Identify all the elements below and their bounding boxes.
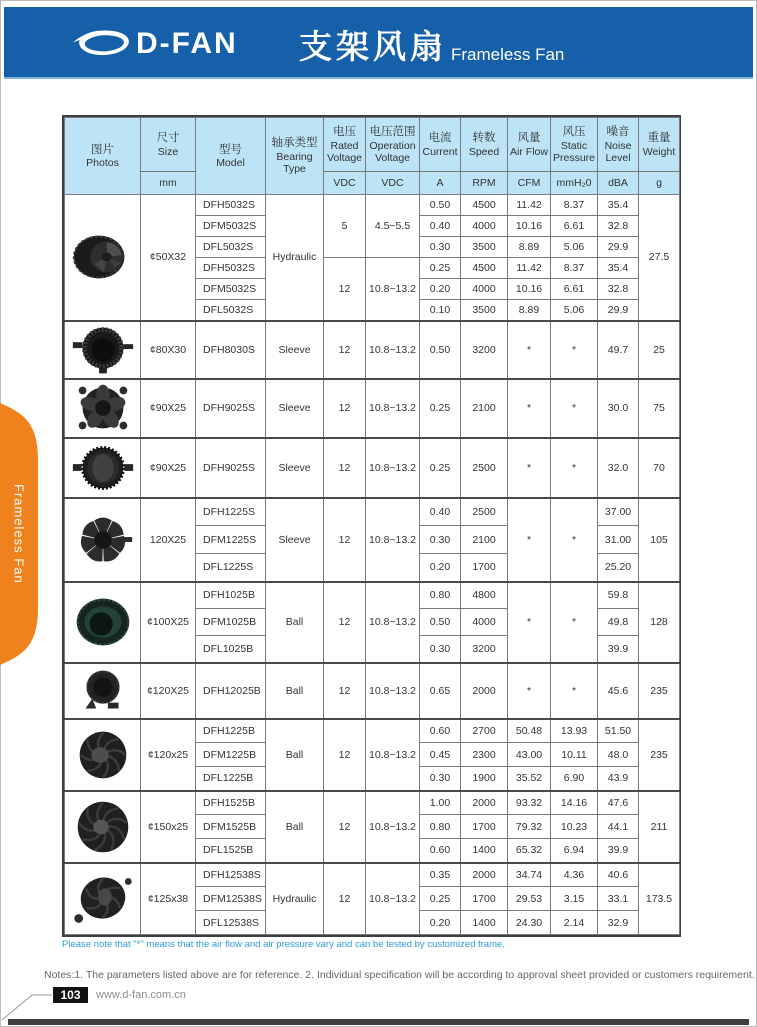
pressure-cell: 10.23	[551, 815, 598, 839]
airflow-cell: *	[508, 438, 551, 498]
noise-cell: 37.00	[598, 498, 639, 526]
noise-cell: 49.8	[598, 609, 639, 636]
col-label-cn: 噪音	[606, 125, 630, 138]
weight-cell: 235	[639, 719, 680, 791]
range-cell: 10.8~13.2	[366, 438, 420, 498]
speed-cell: 1400	[461, 839, 508, 863]
weight-cell: 173.5	[639, 863, 680, 935]
speed-cell: 2700	[461, 719, 508, 743]
airflow-cell: 10.16	[508, 216, 551, 237]
col-header-rated-voltage	[324, 118, 366, 172]
noise-cell: 35.4	[598, 258, 639, 279]
weight-cell: 25	[639, 321, 680, 379]
speed-cell: 1400	[461, 911, 508, 935]
noise-cell: 29.9	[598, 300, 639, 321]
size-cell: ¢50X32	[141, 195, 196, 321]
noise-cell: 39.9	[598, 636, 639, 663]
model-cell: DFH1225B	[196, 719, 266, 743]
model-cell: DFH5032S	[196, 258, 266, 279]
voltage-cell: 12	[324, 719, 366, 791]
col-label-cn: 电压	[333, 125, 356, 138]
airflow-cell: 11.42	[508, 258, 551, 279]
col-unit-air-flow: CFM	[508, 172, 551, 195]
weight-cell: 211	[639, 791, 680, 863]
current-cell: 0.60	[420, 839, 461, 863]
model-cell: DFH9025S	[196, 379, 266, 438]
bearing-cell: Ball	[266, 719, 324, 791]
pressure-cell: *	[551, 379, 598, 438]
col-label-cn: 图片	[91, 143, 114, 156]
pressure-cell: 3.15	[551, 887, 598, 911]
col-header-bearing-type	[266, 118, 324, 195]
current-cell: 0.25	[420, 887, 461, 911]
pressure-cell: *	[551, 498, 598, 582]
speed-cell: 2500	[461, 498, 508, 526]
speed-cell: 2300	[461, 743, 508, 767]
model-cell: DFL1525B	[196, 839, 266, 863]
range-cell: 10.8~13.2	[366, 719, 420, 791]
size-cell: ¢80X30	[141, 321, 196, 379]
speed-cell: 3200	[461, 636, 508, 663]
model-cell: DFM1025B	[196, 609, 266, 636]
col-header-air-flow	[508, 118, 551, 172]
size-cell: ¢90X25	[141, 438, 196, 498]
voltage-cell: 12	[324, 582, 366, 663]
speed-cell: 4800	[461, 582, 508, 609]
current-cell: 0.80	[420, 815, 461, 839]
voltage-cell: 5	[324, 195, 366, 258]
spec-table	[64, 117, 680, 935]
voltage-cell: 12	[324, 379, 366, 438]
bottom-bar	[8, 1019, 749, 1025]
photo-cell	[65, 719, 141, 791]
noise-cell: 35.4	[598, 195, 639, 216]
top-banner	[4, 7, 753, 79]
model-cell: DFH1025B	[196, 582, 266, 609]
noise-cell: 30.0	[598, 379, 639, 438]
col-header-size	[141, 118, 196, 172]
size-cell: ¢90X25	[141, 379, 196, 438]
col-label-cn: 风量	[517, 132, 541, 144]
pressure-cell: *	[551, 663, 598, 719]
speed-cell: 1700	[461, 815, 508, 839]
photo-cell	[65, 438, 141, 498]
current-cell: 0.60	[420, 719, 461, 743]
size-cell: ¢120X25	[141, 663, 196, 719]
current-cell: 0.20	[420, 554, 461, 582]
dfan-swoosh-icon	[72, 23, 134, 65]
airflow-cell: 34.74	[508, 863, 551, 887]
speed-cell: 4000	[461, 279, 508, 300]
col-header-photos	[65, 118, 141, 195]
pressure-cell: 13.93	[551, 719, 598, 743]
noise-cell: 29.9	[598, 237, 639, 258]
col-label-en: Weight	[642, 145, 676, 158]
fan-photo-dome	[68, 595, 138, 649]
model-cell: DFL1225B	[196, 767, 266, 791]
speed-cell: 4000	[461, 216, 508, 237]
model-cell: DFL12538S	[196, 911, 266, 935]
airflow-cell: *	[508, 379, 551, 438]
col-label-cn: 型号	[219, 143, 242, 156]
note-reference: Notes:1. The parameters listed above are for reference. 2. Individual specification will be according to approval sheet provided or customers requirement.	[44, 969, 755, 981]
col-unit-operation-voltage: VDC	[366, 172, 420, 195]
col-header-operation-voltage	[366, 118, 420, 172]
weight-cell: 27.5	[639, 195, 680, 321]
col-label-cn: 电流	[428, 132, 452, 144]
model-cell: DFL5032S	[196, 300, 266, 321]
col-header-speed	[461, 118, 508, 172]
weight-cell: 235	[639, 663, 680, 719]
col-header-noise-level	[598, 118, 639, 172]
model-cell: DFL1225S	[196, 554, 266, 582]
airflow-cell: 65.32	[508, 839, 551, 863]
weight-cell: 75	[639, 379, 680, 438]
weight-cell: 70	[639, 438, 680, 498]
fan-photo-star-7blade	[68, 513, 138, 567]
range-cell: 10.8~13.2	[366, 258, 420, 321]
photo-cell	[65, 321, 141, 379]
col-unit-weight: g	[639, 172, 680, 195]
pressure-cell: 6.94	[551, 839, 598, 863]
col-header-static-pressure	[551, 118, 598, 172]
fan-photo-axial-ears	[68, 381, 138, 435]
photo-cell	[65, 379, 141, 438]
col-label-en: Noise Level	[604, 139, 632, 164]
noise-cell: 49.7	[598, 321, 639, 379]
model-cell: DFH9025S	[196, 438, 266, 498]
model-cell: DFL5032S	[196, 237, 266, 258]
airflow-cell: 93.32	[508, 791, 551, 815]
speed-cell: 1700	[461, 887, 508, 911]
size-cell: ¢125x38	[141, 863, 196, 935]
voltage-cell: 12	[324, 321, 366, 379]
range-cell: 10.8~13.2	[366, 663, 420, 719]
col-label-en: Speed	[468, 145, 500, 158]
current-cell: 0.50	[420, 321, 461, 379]
col-unit-speed: RPM	[461, 172, 508, 195]
noise-cell: 33.1	[598, 887, 639, 911]
noise-cell: 32.8	[598, 279, 639, 300]
model-cell: DFH8030S	[196, 321, 266, 379]
speed-cell: 3500	[461, 300, 508, 321]
col-label-cn: 尺寸	[156, 132, 180, 144]
range-cell: 10.8~13.2	[366, 321, 420, 379]
model-cell: DFH12538S	[196, 863, 266, 887]
spec-table-wrapper	[62, 115, 681, 937]
current-cell: 1.00	[420, 791, 461, 815]
current-cell: 0.30	[420, 636, 461, 663]
noise-cell: 32.8	[598, 216, 639, 237]
model-cell: DFM12538S	[196, 887, 266, 911]
airflow-cell: *	[508, 498, 551, 582]
airflow-cell: 8.89	[508, 237, 551, 258]
bearing-cell: Hydraulic	[266, 195, 324, 321]
speed-cell: 2000	[461, 663, 508, 719]
model-cell: DFL1025B	[196, 636, 266, 663]
voltage-cell: 12	[324, 863, 366, 935]
bearing-cell: Ball	[266, 663, 324, 719]
bearing-cell: Hydraulic	[266, 863, 324, 935]
noise-cell: 25.20	[598, 554, 639, 582]
model-cell: DFM5032S	[196, 216, 266, 237]
col-label-en: Current	[422, 145, 458, 158]
voltage-cell: 12	[324, 791, 366, 863]
pressure-cell: 5.06	[551, 237, 598, 258]
weight-cell: 128	[639, 582, 680, 663]
size-cell: ¢150x25	[141, 791, 196, 863]
noise-cell: 45.6	[598, 663, 639, 719]
pressure-cell: 2.14	[551, 911, 598, 935]
speed-cell: 2100	[461, 379, 508, 438]
current-cell: 0.50	[420, 609, 461, 636]
current-cell: 0.25	[420, 379, 461, 438]
col-unit-current: A	[420, 172, 461, 195]
col-header-weight	[639, 118, 680, 172]
page-title-en: Frameless Fan	[451, 45, 565, 64]
fan-photo-blower-round	[68, 323, 138, 377]
airflow-cell: 29.53	[508, 887, 551, 911]
pressure-cell: 10.11	[551, 743, 598, 767]
fan-photo-impeller-swirl	[68, 728, 138, 782]
model-cell: DFH5032S	[196, 195, 266, 216]
pressure-cell: *	[551, 438, 598, 498]
pressure-cell: 5.06	[551, 300, 598, 321]
noise-cell: 32.9	[598, 911, 639, 935]
noise-cell: 59.8	[598, 582, 639, 609]
noise-cell: 43.9	[598, 767, 639, 791]
model-cell: DFM1225B	[196, 743, 266, 767]
col-label-en: Size	[157, 145, 179, 158]
col-label-cn: 电压范围	[369, 125, 416, 138]
size-cell: ¢100X25	[141, 582, 196, 663]
current-cell: 0.20	[420, 279, 461, 300]
bearing-cell: Sleeve	[266, 498, 324, 582]
speed-cell: 3200	[461, 321, 508, 379]
airflow-cell: 24.30	[508, 911, 551, 935]
col-label-cn: 转数	[472, 132, 496, 144]
brand-logo	[72, 23, 238, 65]
speed-cell: 2000	[461, 791, 508, 815]
speed-cell: 4000	[461, 609, 508, 636]
size-cell: 120X25	[141, 498, 196, 582]
fan-photo-impeller-cup	[68, 230, 138, 284]
model-cell: DFH12025B	[196, 663, 266, 719]
fan-photo-impeller-angled	[68, 872, 138, 926]
range-cell: 10.8~13.2	[366, 379, 420, 438]
current-cell: 0.65	[420, 663, 461, 719]
weight-cell: 105	[639, 498, 680, 582]
model-cell: DFM1525B	[196, 815, 266, 839]
airflow-cell: 43.00	[508, 743, 551, 767]
current-cell: 0.80	[420, 582, 461, 609]
col-label-cn: 风压	[562, 125, 586, 138]
speed-cell: 4500	[461, 195, 508, 216]
photo-cell	[65, 663, 141, 719]
airflow-cell: *	[508, 321, 551, 379]
speed-cell: 2100	[461, 526, 508, 554]
col-unit-size: mm	[141, 172, 196, 195]
current-cell: 0.20	[420, 911, 461, 935]
noise-cell: 51.50	[598, 719, 639, 743]
airflow-cell: 79.32	[508, 815, 551, 839]
airflow-cell: *	[508, 582, 551, 663]
fan-photo-serrated-round	[68, 441, 138, 495]
col-label-en: Air Flow	[510, 145, 548, 158]
range-cell: 10.8~13.2	[366, 863, 420, 935]
noise-cell: 39.9	[598, 839, 639, 863]
range-cell: 10.8~13.2	[366, 582, 420, 663]
side-tab-frameless-fan	[0, 403, 38, 665]
pressure-cell: 4.36	[551, 863, 598, 887]
col-label-cn: 重量	[647, 132, 671, 144]
page-number: 103	[53, 987, 88, 1003]
current-cell: 0.35	[420, 863, 461, 887]
col-unit-static-pressure: mmH₂0	[551, 172, 598, 195]
fan-photo-impeller-swirl-lg	[68, 800, 138, 854]
website-text: www.d-fan.com.cn	[96, 989, 186, 1001]
photo-cell	[65, 498, 141, 582]
photo-cell	[65, 863, 141, 935]
pressure-cell: 8.37	[551, 195, 598, 216]
size-cell: ¢120x25	[141, 719, 196, 791]
current-cell: 0.50	[420, 195, 461, 216]
pressure-cell: 14.16	[551, 791, 598, 815]
current-cell: 0.40	[420, 498, 461, 526]
model-cell: DFM1225S	[196, 526, 266, 554]
noise-cell: 31.00	[598, 526, 639, 554]
voltage-cell: 12	[324, 663, 366, 719]
note-asterisk: Please note that "*" means that the air flow and air pressure vary and can be tested by customized frame.	[62, 939, 505, 950]
model-cell: DFM5032S	[196, 279, 266, 300]
airflow-cell: 8.89	[508, 300, 551, 321]
speed-cell: 2500	[461, 438, 508, 498]
pressure-cell: 8.37	[551, 258, 598, 279]
noise-cell: 32.0	[598, 438, 639, 498]
voltage-cell: 12	[324, 438, 366, 498]
col-label-cn: 轴承类型	[271, 137, 318, 150]
pressure-cell: *	[551, 321, 598, 379]
bearing-cell: Sleeve	[266, 438, 324, 498]
noise-cell: 44.1	[598, 815, 639, 839]
range-cell: 10.8~13.2	[366, 498, 420, 582]
speed-cell: 1700	[461, 554, 508, 582]
col-label-en: Model	[216, 157, 245, 170]
page-title-cn: 支架风扇	[299, 28, 447, 65]
airflow-cell: 10.16	[508, 279, 551, 300]
airflow-cell: 50.48	[508, 719, 551, 743]
col-header-current	[420, 118, 461, 172]
pressure-cell: 6.90	[551, 767, 598, 791]
current-cell: 0.30	[420, 767, 461, 791]
model-cell: DFH1525B	[196, 791, 266, 815]
brand-name: D-FAN	[136, 27, 238, 60]
photo-cell	[65, 582, 141, 663]
speed-cell: 4500	[461, 258, 508, 279]
range-cell: 4.5~5.5	[366, 195, 420, 258]
bearing-cell: Ball	[266, 582, 324, 663]
pressure-cell: 6.61	[551, 216, 598, 237]
pressure-cell: 6.61	[551, 279, 598, 300]
current-cell: 0.45	[420, 743, 461, 767]
pressure-cell: *	[551, 582, 598, 663]
bearing-cell: Sleeve	[266, 321, 324, 379]
col-header-model	[196, 118, 266, 195]
voltage-cell: 12	[324, 498, 366, 582]
noise-cell: 40.6	[598, 863, 639, 887]
range-cell: 10.8~13.2	[366, 791, 420, 863]
current-cell: 0.25	[420, 438, 461, 498]
airflow-cell: 11.42	[508, 195, 551, 216]
current-cell: 0.30	[420, 237, 461, 258]
speed-cell: 1900	[461, 767, 508, 791]
current-cell: 0.10	[420, 300, 461, 321]
voltage-cell: 12	[324, 258, 366, 321]
photo-cell	[65, 791, 141, 863]
airflow-cell: 35.52	[508, 767, 551, 791]
col-label-en: Static Pressure	[552, 139, 595, 164]
col-label-en: Bearing Type	[276, 151, 313, 176]
col-unit-rated-voltage: VDC	[324, 172, 366, 195]
fan-photo-round-small	[68, 664, 138, 718]
bearing-cell: Ball	[266, 791, 324, 863]
model-cell: DFH1225S	[196, 498, 266, 526]
col-label-en: Rated Voltage	[326, 139, 363, 164]
speed-cell: 2000	[461, 863, 508, 887]
side-tab-label: Frameless Fan	[11, 484, 27, 584]
airflow-cell: *	[508, 663, 551, 719]
current-cell: 0.25	[420, 258, 461, 279]
noise-cell: 47.6	[598, 791, 639, 815]
photo-cell	[65, 195, 141, 321]
bearing-cell: Sleeve	[266, 379, 324, 438]
current-cell: 0.40	[420, 216, 461, 237]
noise-cell: 48.0	[598, 743, 639, 767]
speed-cell: 3500	[461, 237, 508, 258]
col-unit-noise-level: dBA	[598, 172, 639, 195]
col-label-en: Operation Voltage	[369, 139, 416, 164]
col-label-en: Photos	[86, 157, 119, 170]
current-cell: 0.30	[420, 526, 461, 554]
